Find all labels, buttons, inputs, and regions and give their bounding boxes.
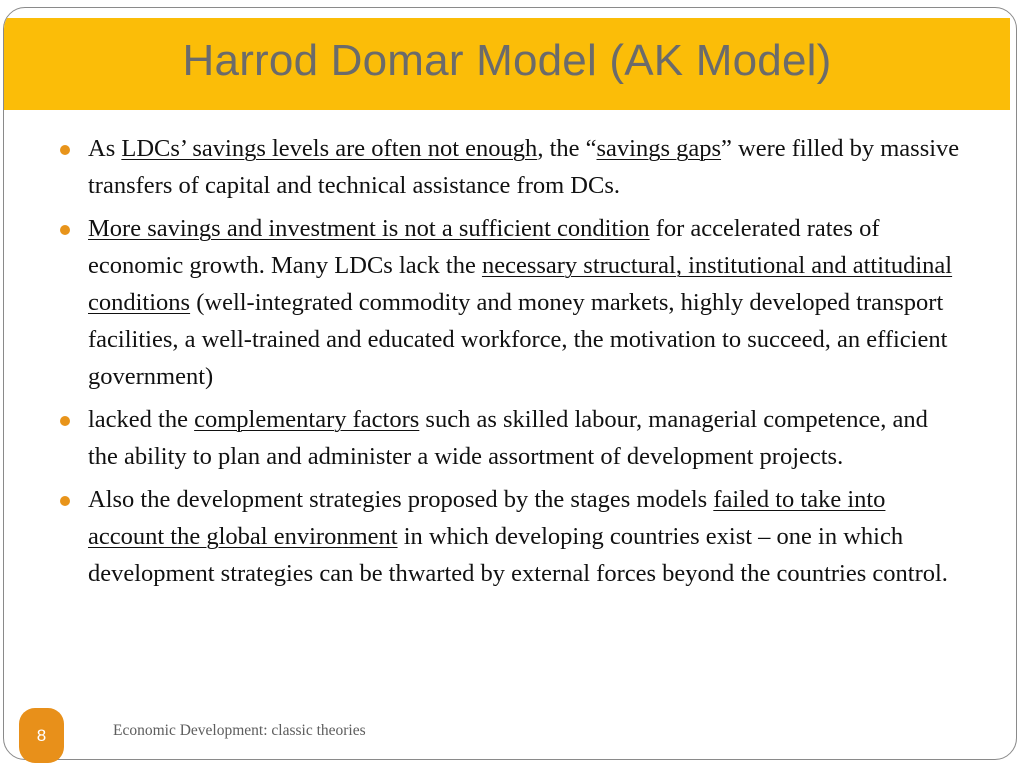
bullet-item-2 [56, 210, 961, 395]
footer-text: Economic Development: classic theories [113, 722, 366, 739]
bullet-text: such as skilled labour, managerial competence, and the ability to plan and administer a wide assortment of development projects. [88, 406, 928, 470]
underlined-phrase: LDCs’ savings levels are often not enough [121, 135, 538, 162]
bullet-text: (well-integrated commodity and money markets, highly developed transport facilities, a well-trained and educated workforce, the motivation to succeed, an efficient government) [88, 289, 948, 390]
underlined-phrase: failed to take into account the global environment [88, 486, 886, 550]
slide-title: Harrod Domar Model (AK Model) [182, 36, 832, 85]
title-bar [4, 18, 1010, 110]
bullet-text: for accelerated rates of economic growth. Many LDCs lack the [88, 215, 880, 279]
bullet-text: ” were filled by massive transfers of capital and technical assistance from DCs. [88, 135, 960, 199]
bullet-icon [60, 496, 70, 506]
underlined-phrase: savings gaps [596, 135, 722, 162]
bullet-list [56, 130, 961, 598]
bullet-icon [60, 145, 70, 155]
bullet-icon [60, 416, 70, 426]
bullet-text: lacked the [88, 406, 195, 433]
page-number-badge: 8 [19, 708, 64, 763]
underlined-phrase: necessary structural, institutional and attitudinal conditions [88, 252, 953, 316]
slide-frame [3, 7, 1017, 760]
bullet-text: , the “ [537, 135, 597, 162]
underlined-phrase: complementary factors [194, 406, 420, 433]
bullet-item-4 [56, 481, 961, 592]
bullet-text: in which developing countries exist – one in which development strategies can be thwarted by external forces beyond the countries control. [88, 523, 948, 587]
bullet-item-3 [56, 401, 961, 475]
bullet-text: Also the development strategies proposed by the stages models [88, 486, 714, 513]
bullet-item-1 [56, 130, 961, 204]
bullet-icon [60, 225, 70, 235]
bullet-text: As [88, 135, 122, 162]
underlined-phrase: More savings and investment is not a sufficient condition [88, 215, 650, 242]
